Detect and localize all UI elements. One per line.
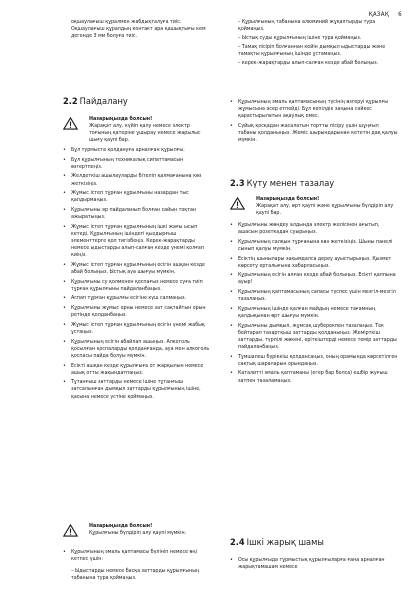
list-item: • Құрылғының эмаль қаптамасының түсінің өзгеруі құрылғы жұмысына әсер етпейді. Бұл кепілдік заңына сәйкес қарастырылатын ақаулық емес. [230,99,398,120]
list-item: • Құрылғының ішінде қалған майдың немесе тағамның қалдықынан өрт шығуы мүмкін. [230,306,398,320]
section-number: 2.3 [230,178,245,189]
care-bullet-list [230,222,398,387]
list-item: • Жұмыс істеп тұрған құрылғының ішкі жағы ысып кетеді. Құрылғының ішіндегі қыздырғыш элементтерге қол тигізбеңіз. Керек-жарақтарды немесе ыдыстарды алып-салған кезде үнемі қолғап киіңіз. [63,224,211,259]
section-title: Күту менен тазалау [246,178,335,189]
warning-triangle-icon [230,196,250,210]
list-item: • Құрылғыны әр пайдаланып болған сайын тоқтан ажыратыңыз. [63,207,211,221]
list-item: • Аспап тұрған құрылғы есігіне күш салмаңыз. [63,295,211,302]
list-item: • Жұмыс істеп тұрған құрылғының есігін үнемі жабық ұстаңыз. [63,322,211,336]
list-item: – Тамақ пісіріп болғаннан кейін дымқыл ыдыстарды және тамақты құрылғының ішінде ұстамаңыз. [238,43,386,57]
warning-text: Құрылғыны бүлдіріп алу қаупі мүмкін. [89,530,187,537]
list-item: • Құрылғының салқын тұрғанына көз жеткізіңіз. Шыны панелі сынып қалуы мүмкін. [230,239,398,253]
warning-triangle-icon [63,116,83,130]
list-item: • Құрылғыны жөндеу алдында электр желісінен ағытып, ашасын розеткадан суырыңыз. [230,222,398,236]
header-title: ҚАЗАҚ [368,11,390,18]
warning-title: Назарыңызда болсын! [89,116,153,122]
section-heading-lamp [230,537,324,548]
list-item: • Бұл турмыстa қолдануға арналған құрылғы. [63,147,211,154]
list-item: • Құрылғыны жұмыс орны немесе зат сақтайтын орын ретінде қолданбаңыз. [63,305,211,319]
warning-title: Назарыңызда болсын! [89,523,153,529]
list-item: • Есікті ашқан кезде құрылғыға от жарқылын немесе ашық отты жақындатпаңыз. [63,363,211,377]
warning-text: Жарақат алу, күйіп қалу немесе электр тоғының қатеріне ұшырау немесе жарылыс шығу қаупі бар. [89,123,201,144]
section-title: Ішкі жарық шамы [246,537,324,548]
warning-box-care [230,196,398,217]
list-item: – Ыстық суды құрылғының ішіне тура қоймаңыз. [238,34,362,41]
enamel-dash-list [71,568,211,584]
list-item: – Құрылғының табанына алюминий жұқалтырды тура қоймаңыз. [238,19,376,33]
list-item: • Құрылғының қаптамасының сапасы түспес үшін мезгіл-мезгіл тазалаңыз. [230,289,398,303]
section-number: 2.4 [230,537,245,548]
section-title: Пайдалану [79,96,128,107]
lamp-bullet-list [230,557,398,574]
warning-triangle-icon [63,523,83,537]
list-item: • Жұмыс істеп тұрған құрылғының есігін ашқан кезде абай болыңыз. Ыстық ауа шығуы мүмкін. [63,262,211,276]
list-item: • Құрылғыны дымқыл, жұмсақ шүберекпен тазалаңыз. Тек бейтарап тазартқыш заттарды қолданыңыз. Жемірткіш заттарды, түрпілі жөкені, еріткіштерді немесе темір заттарды пайдаланбаңыз. [230,323,398,351]
intro-paragraph: оқшаулағыш құралмен жабдықталуға тиіс. Оқшаулағыш құралдың контакт ара қашықтығы кем дегенде 3 мм болуға тиіс. [71,19,206,40]
section-heading-care [230,178,334,189]
usage-bullet-list [63,147,211,403]
list-item: • Осы құрылғыда тұрмыстық құрылғыларға ғана арналған жарықтамашам немесе [230,557,398,571]
section-number: 2.2 [63,96,78,107]
page-number: 6 [398,11,402,18]
enamel-dash-list-cont [238,19,398,69]
list-item: • Сүйық қосқадан жасалатын тортты пісіру үшін шұңғыл табаны қолданыңыз. Жеміс шырындарынан кететін дақ қалуы мүмкін. [230,123,398,144]
warning-text: Жарақат алу, өрт қаупі және құрылғыны бүлдіріп алу қаупі бар. [256,203,394,217]
warning-title: Назарыңызда болсын! [256,196,320,202]
list-item: – Ыдыстарды немесе басқа заттарды құрылғының табанына тура қоймаңыз. [71,568,200,582]
list-item: • Тұтанғыш заттарды немесе ішіне тұтанғыш затсалынған дымқыл заттарды құрылғының ішіне, қасына немесе үстіне қоймаңыз. [63,379,211,400]
list-item: • Есіктің шынылары зақымдалса дереу ауыстырыңыз. Қызмет көрсету орталығына хабарласыңыз. [230,256,398,270]
list-item: • Құрылғының есігін абайлап ашыңыз. Алкоголь қосылған қоспаларды қолданғанда, ауа мен алкоголь қоспасы пайда болуы мүмкін. [63,339,211,360]
enamel-bullet-list [63,549,211,566]
list-item: • Бұл құрылғының техникалық сипаттамасын өзгертпеңіз. [63,157,211,171]
list-item: • Құрылғының есігін алған кезде абай болыңыз. Есікті қалпына ауыр! [230,272,398,286]
warning-box-damage [63,523,211,537]
list-item: – керек-жарақтарды алып-салған кезде абай болыңыз. [238,59,379,66]
section-heading-usage [63,96,128,107]
enamel-bullet-list-cont [230,99,398,147]
list-item: • Құрылғыны су қолменен қоспағыз немесе суға тиіп тұрған құрылғыны пайдаланбаңыз. [63,279,211,293]
list-item: • Каталитті эмаль қаптаманы (егер бар болса) ешбір жуғыш затпен тазаламаңыз. [230,370,398,384]
list-item: • Жұмыс істеп тұрған құрылғыны назардан тыс қалдырмаңыз. [63,190,211,204]
warning-box-usage [63,116,211,144]
list-item: • Құрылғының эмаль қаптамасы бүлініп немесе өңі кетпес үшін: [63,549,211,563]
list-item: • Тұмшапеш бүріккіш қолдансаңыз, оның орамында көрсетілген сақтық шараларын орындаңыз. [230,354,398,368]
page-header [369,11,402,18]
list-item: • Желдеткіш ашылауларды бітеліп қалмағанына көз жеткізіңіз. [63,173,211,187]
